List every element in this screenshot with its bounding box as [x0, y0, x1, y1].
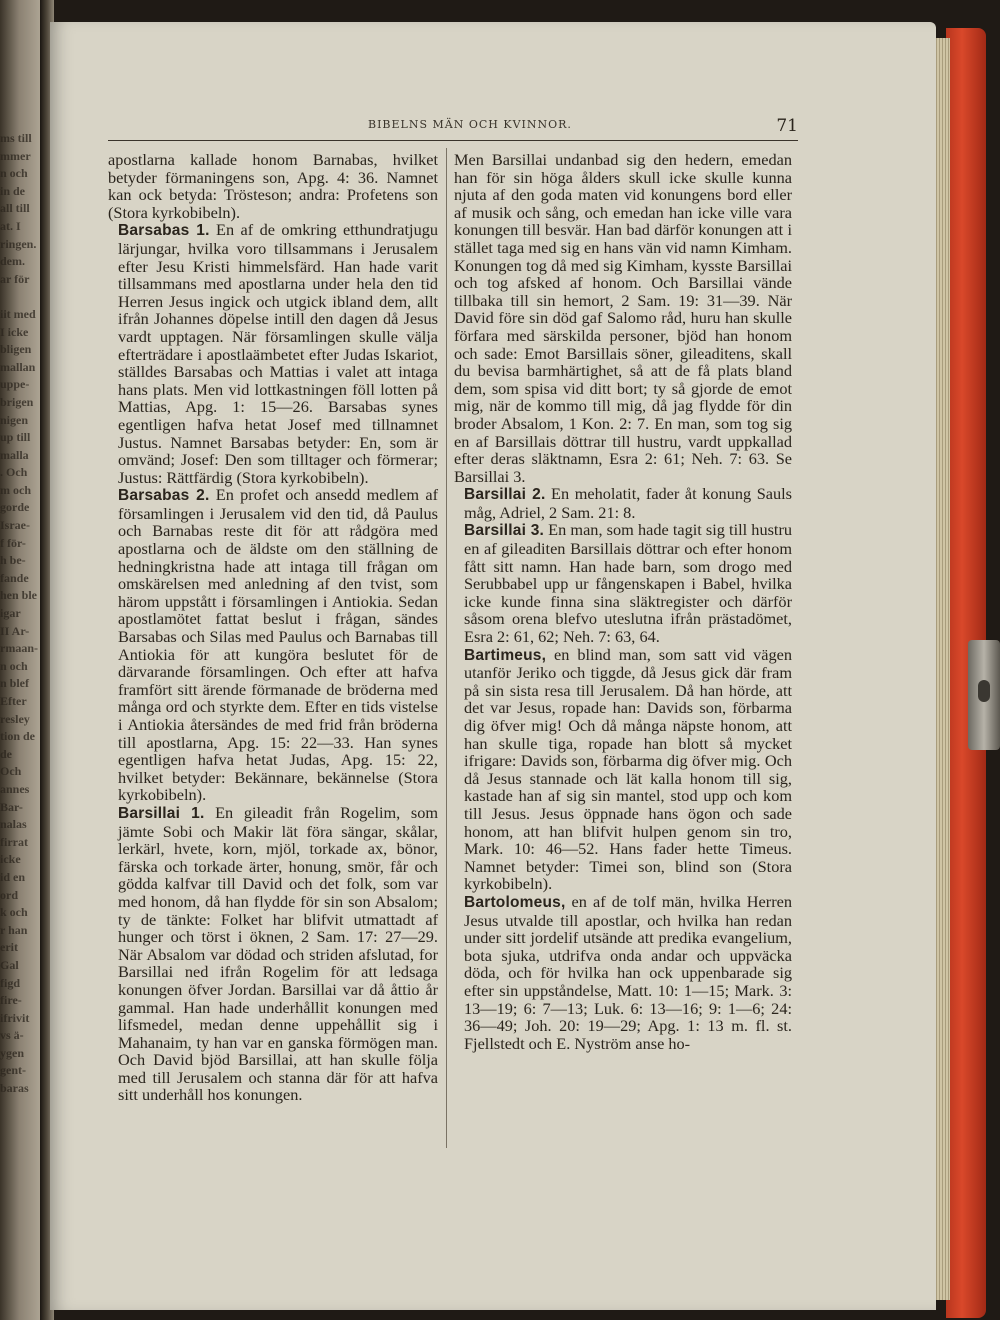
facing-page-text: ms till mmer n och in de all till at. I ringen. dem. ar för iit med I icke bligen mallan uppe- brigen nigen up till malla . Och m och gorde Israe- f för- h be- fande hen ble igar II Ar- rmaan- n och n blef Efter resley tion de de Och annes Bar- nalas firrat icke id en ord k och r han erit Gal figd fire- ifrivit vs ä- ygen gent- baras: [0, 131, 38, 1096]
entry-barsillai-3: Barsillai 3. En man, som hade tagit sig till hustru en af gileaditen Barsillais döttrar och efter honom fått sitt namn. Han hade barn, som drogo med Serubbabel upp ur fångenskapen i Babel, hvilka icke kunde finna sina släktregister och därför såsom orena blefvo uteslutna ifrån prästadömet, Esra 2: 61, 62; Neh. 7: 63, 64.: [464, 520, 793, 647]
left-column: [108, 151, 438, 1104]
entry-bartolomeus: Bartolomeus, en af de tolf män, hvilka Herren Jesus utvalde till apostlar, och hvilka han redan under sitt jordelif utsände att predika evangelium, bota sjuka, utdrifva onda andar och uppväcka döda, och för hvilka han ock uppenbarade sig efter sin uppståndelse, Matt. 10: 1—15; Mark. 3: 13—19; 6: 7—13; Luk. 6: 13—16; 9: 1—6; 24: 36—49; Joh. 20: 19—29; Apg. 1: 13 m. fl. st. Fjellstedt och E. Nyström anse ho-: [464, 891, 792, 1053]
entry-heading: Barsabas 1.: [118, 222, 210, 240]
entry-heading: Barsillai 2.: [464, 486, 546, 504]
entry-barsillai-1: Barsillai 1. En gileadit från Rogelim, som jämte Sobi och Makir lät föra sängar, skålar, lerkärl, hvete, korn, mjöl, torkade ax, bönor, färska och torkade ärter, honung, smör, får och gödda kalfvar till David och det folk, som var med honom, då han flydde för sin son Absalom; ty de tänkte: Folket har blifvit utmattadt af hunger och törst i öknen, 2 Sam. 17: 27—29. När Absalom var dödad och striden afslutad, for Barsillai ned ifrån Rogelim för att ledsaga konungen öfver Jordan. Barsillai var då åttio år gammal. Han hade underhållit konungen med lifsmedel, medan denne uppehållit sig i Mahanaim, ty han var en ganska förmögen man. Och David bjöd Barsillai, att han skulle följa med till Jerusalem och stanna där för att hafva sitt underhåll hos konungen.: [118, 802, 438, 1105]
entry-barsabas-1: Barsabas 1. En af de omkring etthundratjugu lärjungar, hvilka voro tillsammans i Jerusalem efter Jesu Kristi himmelsfärd. Han hade varit tillsammans med apostlarna under hela den tid Herren Jesus ingick och utgick ibland dem, allt ifrån Johannes döpelse intill den dagen då Jesus vardt upptagen. När församlingen skulle välja efterträdare i apostlaämbetet efter Judas Iskariot, ställdes Barsabas och Mattias i valet att intaga hans plats. Men vid lottkastningen föll lotten på Mattias, Apg. 1: 15—26. Barsabas synes egentligen hafva hetat Josef med tillnamnet Justus. Namnet Barsabas betyder: En, som är omvänd; Josef: Den som tilltager och förmerar; Justus: Rättfärdig (Stora kyrkobibeln).: [118, 220, 438, 487]
entry-heading: Barsillai 1.: [118, 804, 205, 822]
entry-heading: Bartolomeus,: [464, 893, 566, 911]
page-header: [108, 114, 798, 141]
entry-heading: Bartimeus,: [464, 646, 547, 664]
right-column: [454, 151, 792, 1052]
entry-barsabas-2: Barsabas 2. En profet och ansedd medlem af församlingen i Jerusalem vid den tid, då Paulus och Barnabas reste dit för att rådgöra med apostlarna och de äldste om den ställning de hedningkristna hade att intaga till frågan om omskärelsen med anledning af den tvist, som härom uppstått i församlingen i Antiokia. Sedan apostlamötet fattat beslut i frågan, sändes Barsabas och Silas med Paulus och Barnabas till Antiokia för att kungöra beslutet för de därvarande församlingen. Och efter att hafva framfört sitt ärende förmanade de bröderna med många ord och styrkte dem. Efter en tids vistelse i Antiokia återsändes de med frid från bröderna till apostlarna, Apg. 15: 22—33. Han synes egentligen hafva hetat Judas, Apg. 15: 22, hvilket betyder: Bekännare, bekännelse (Stora kyrkobibeln).: [118, 485, 438, 805]
entry-continuation: Men Barsillai undanbad sig den hedern, emedan han för sin höga ålders skull icke skulle kunna njuta af den goda maten vid konungens bord eller af musik och sång, och emedan han icke ville vara konungen till besvär. Han bad därför konungen att i stället taga med sig en hans vän vid namn Kimham. Konungen tog då med sig Kimham, kysste Barsillai och tog afsked af honom. Och Barsillai vände tillbaka till sin hemort, 2 Sam. 19: 31—39. När David före sin död gaf Salomo råd, huru han skulle förfara med särskilda personer, bjöd han honom och sade: Emot Barsillais söner, gileaditens, skall du bevisa barmhärtighet, så att de få plats bland dem, som spisa vid ditt bort; ty så gjorde de emot mig, när de kommo till mig, då jag flydde för din broder Absalom, 1 Kon. 2: 7. En man, som tog sig en af Barsillais döttrar till hustru, vardt uppkallad efter deras släktnamn, Esra 2: 61; Neh. 7: 63. Se Barsillai 3.: [454, 150, 792, 486]
page-number: 71: [776, 116, 798, 136]
entry-heading: Barsillai 3.: [464, 522, 545, 540]
entry-bartimeus: Bartimeus, en blind man, som satt vid vägen utanför Jeriko och tiggde, då Jesus gick där fram på sin sista resa till Jerusalem. Då han hörde, att det var Jesus, ropade han: Davids son, förbarma dig öfver mig! Och då många näpste honom, att han skulle tiga, ropade han blott så mycket ifrigare: Davids son, förbarma dig öfver mig. Och då Jesus stannade och lät kalla honom till sig, kastade han af sig sin mantel, stod upp och kom till Jesus. Jesus öppnade hans ögon och sade honom, att han blifvit hulpen genom sin tro, Mark. 10: 46—52. Hans fader hette Timeus. Namnet betyder: Timei son, blind son (Stora kyrkobibeln).: [464, 644, 792, 894]
entry-continuation: apostlarna kallade honom Barnabas, hvilket betyder förmaningens son, Apg. 4: 36. Namnet kan ock betyda: Trösteson; andra: Profetens son (Stora kyrkobibeln).: [108, 150, 438, 222]
running-title: BIBELNS MÄN OCH KVINNOR.: [368, 118, 572, 131]
bookmark-clip: [968, 640, 1000, 750]
entry-barsillai-2: Barsillai 2. En meholatit, fader åt konung Sauls måg, Adriel, 2 Sam. 21: 8.: [464, 484, 792, 522]
column-divider: [446, 148, 447, 1148]
entry-heading: Barsabas 2.: [118, 487, 210, 505]
